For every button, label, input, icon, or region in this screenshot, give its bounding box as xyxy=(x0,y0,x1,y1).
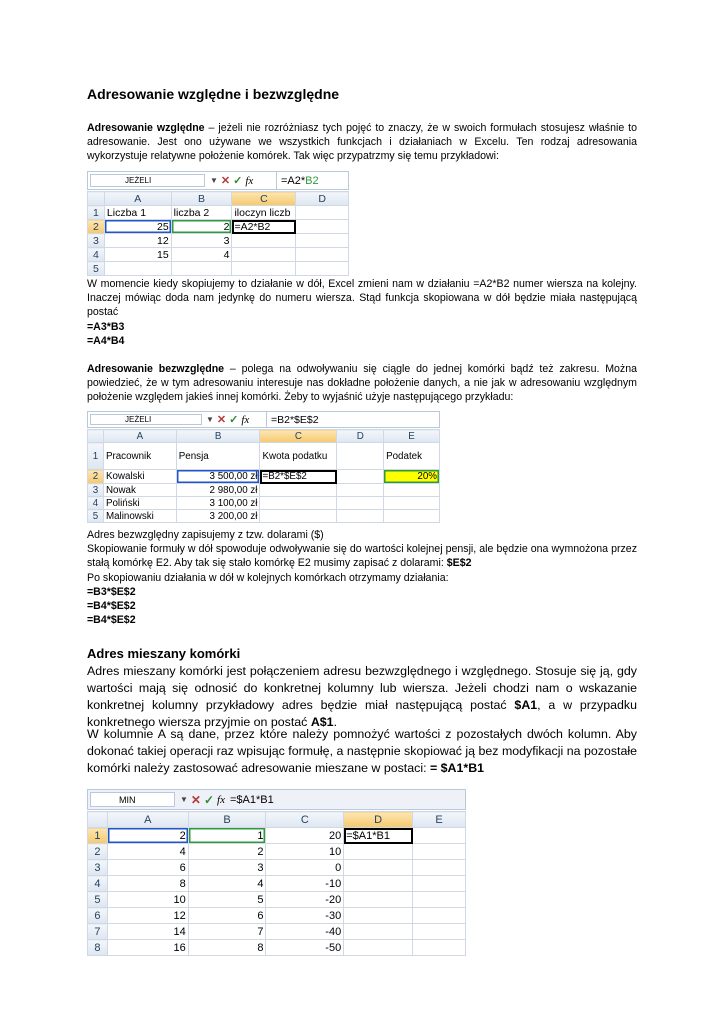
cell[interactable] xyxy=(337,510,384,523)
cell[interactable]: -40 xyxy=(266,924,344,940)
row-header[interactable]: 5 xyxy=(88,262,105,276)
formula-example: =B4*$E$2 xyxy=(87,614,136,626)
row-header[interactable]: 4 xyxy=(88,248,105,262)
cell[interactable] xyxy=(413,908,466,924)
active-cell[interactable]: =B2*$E$2 xyxy=(260,470,337,484)
table-row xyxy=(88,510,440,523)
spreadsheet-grid xyxy=(87,191,349,276)
name-box-value: MIN xyxy=(119,794,136,805)
absolute-copy-text: Skopiowanie formuły w dół spowoduje odwoływanie się do wartości kolejnej pensji, ale będzie ona wymnożona przez stałą komórkę E2. Aby tak się stało komórkę E2 musimy zapisać z dolarami: xyxy=(87,543,637,570)
row-header[interactable]: 1 xyxy=(88,828,108,844)
row-header[interactable]: 1 xyxy=(88,443,104,470)
cell[interactable]: 20 xyxy=(266,828,344,844)
cell[interactable]: 3 100,00 zł xyxy=(176,497,260,510)
formula-input[interactable] xyxy=(226,790,465,809)
column-header[interactable]: C xyxy=(232,192,296,206)
cell[interactable] xyxy=(413,892,466,908)
cell[interactable]: 10 xyxy=(266,844,344,860)
formula-input[interactable] xyxy=(266,412,439,427)
table-row xyxy=(88,262,349,276)
cell[interactable] xyxy=(104,262,171,276)
page-title: Adresowanie względne i bezwzględne xyxy=(87,86,340,102)
formula-bar xyxy=(87,171,349,190)
row-header[interactable]: 8 xyxy=(88,940,108,956)
cell[interactable] xyxy=(413,844,466,860)
cell[interactable]: -30 xyxy=(266,908,344,924)
cell[interactable]: 7 xyxy=(188,924,266,940)
absolute-result-intro: Po skopiowaniu działania w dół w kolejnych komórkach otrzymamy działania: xyxy=(87,572,449,584)
cell[interactable] xyxy=(413,876,466,892)
function-icon[interactable]: fx xyxy=(241,413,250,426)
table-row xyxy=(88,443,440,470)
cell[interactable]: 1 xyxy=(188,828,266,844)
column-header[interactable]: B xyxy=(176,430,260,443)
formula-example: =B3*$E$2 xyxy=(87,586,136,598)
cell[interactable]: 0 xyxy=(266,860,344,876)
cell[interactable]: 10 xyxy=(107,892,188,908)
cancel-icon[interactable]: ✕ xyxy=(220,175,231,187)
column-header[interactable]: E xyxy=(384,430,440,443)
cell[interactable] xyxy=(344,908,413,924)
row-header[interactable]: 2 xyxy=(88,844,108,860)
cell[interactable]: Kwota podatku xyxy=(260,443,337,470)
table-row xyxy=(88,892,466,908)
row-header[interactable]: 3 xyxy=(88,484,104,497)
cell[interactable]: 2 xyxy=(188,844,266,860)
spreadsheet-grid xyxy=(87,429,440,523)
active-cell[interactable]: =A2*B2 xyxy=(232,220,296,234)
cell[interactable] xyxy=(384,510,440,523)
table-row xyxy=(88,924,466,940)
column-header[interactable]: E xyxy=(413,812,466,828)
cell[interactable]: 2 980,00 zł xyxy=(176,484,260,497)
column-header-row xyxy=(88,812,466,828)
cell[interactable]: Poliński xyxy=(103,497,176,510)
cell[interactable]: 20% xyxy=(384,470,440,484)
mixed-text: Adres mieszany komórki jest połączeniem adresu bezwzględnego i względnego. Stosuje się ją, gdy wartości mają się odnosić do konkretnej kolumny lub wiersza. Jeżeli chodzi nam o wskazanie konkretnej kolumny przykładowy adres będzie miał następującą postać xyxy=(87,664,637,712)
mixed-text: , a w przypadku konkretnego wiersza przyjmie on postać xyxy=(87,698,637,729)
cell[interactable] xyxy=(296,206,349,220)
cell[interactable] xyxy=(337,484,384,497)
cell[interactable]: -50 xyxy=(266,940,344,956)
confirm-icon[interactable]: ✓ xyxy=(233,175,243,187)
cell[interactable]: 25 xyxy=(104,220,171,234)
cell[interactable]: Pracownik xyxy=(103,443,176,470)
cell[interactable]: Liczba 1 xyxy=(104,206,171,220)
cell[interactable] xyxy=(344,860,413,876)
cell[interactable] xyxy=(384,497,440,510)
cell[interactable] xyxy=(171,262,232,276)
table-row xyxy=(88,234,349,248)
column-header[interactable]: D xyxy=(296,192,349,206)
cell[interactable]: 4 xyxy=(107,844,188,860)
cell[interactable] xyxy=(296,234,349,248)
cell[interactable] xyxy=(344,924,413,940)
cell[interactable]: -10 xyxy=(266,876,344,892)
column-header[interactable]: A xyxy=(107,812,188,828)
formula-bar-icons xyxy=(180,790,225,809)
formula-example: =A4*B4 xyxy=(87,335,125,347)
excel-absolute-example xyxy=(87,411,440,524)
row-header[interactable]: 5 xyxy=(88,892,108,908)
cell[interactable]: 12 xyxy=(107,908,188,924)
table-row xyxy=(88,876,466,892)
cell[interactable]: 2 xyxy=(107,828,188,844)
mixed-text: W kolumnie A są dane, przez które należy pomnożyć wartości z pozostałych dwóch kolumn. Aby dokonać takiej operacji raz wpisując formułę, a następnie skopiować ją bez modyfikacji na pozostałe komórki należy zastosować adresowanie mieszane w postaci: xyxy=(87,727,637,775)
row-header[interactable]: 6 xyxy=(88,908,108,924)
relative-addressing-text: – jeżeli nie rozróżniasz tych pojęć to znaczy, że w swoich formułach stosujesz właśnie to adresowanie. Jest ono używane we wszystkich funkcjach i działaniach w Excelu. Ten rodzaj adresowania wykorzystuje relatywne położenie komórek. Tak więc przypatrzmy się temu przykładowi: xyxy=(87,122,637,163)
row-header[interactable]: 7 xyxy=(88,924,108,940)
cell[interactable] xyxy=(296,248,349,262)
row-header[interactable]: 4 xyxy=(88,876,108,892)
formula-bar xyxy=(87,789,466,810)
table-row xyxy=(88,220,349,234)
cell[interactable]: Malinowski xyxy=(103,510,176,523)
cell[interactable]: iloczyn liczb xyxy=(232,206,296,220)
absolute-ref-example: $E$2 xyxy=(446,557,472,570)
cell[interactable]: 14 xyxy=(107,924,188,940)
cell[interactable] xyxy=(296,262,349,276)
name-box-value: JEŻELI xyxy=(125,415,152,424)
cell[interactable]: 5 xyxy=(188,892,266,908)
cell[interactable] xyxy=(344,844,413,860)
row-header[interactable]: 2 xyxy=(88,470,104,484)
excel-relative-example xyxy=(87,171,349,274)
name-box-dropdown-icon[interactable]: ▼ xyxy=(180,795,188,804)
cell[interactable] xyxy=(260,510,337,523)
formula-bar-icons xyxy=(210,172,253,189)
name-box[interactable] xyxy=(90,414,202,425)
cell[interactable] xyxy=(413,860,466,876)
absolute-note-line: Adres bezwzględny zapisujemy z tzw. dolarami ($) xyxy=(87,529,324,541)
table-row xyxy=(88,860,466,876)
cell[interactable]: liczba 2 xyxy=(171,206,232,220)
spreadsheet-grid xyxy=(87,811,466,956)
column-header[interactable]: A xyxy=(104,192,171,206)
mixed-example-paragraph xyxy=(87,726,637,777)
row-header[interactable]: 1 xyxy=(88,206,105,220)
cell[interactable] xyxy=(344,892,413,908)
cell[interactable]: 16 xyxy=(107,940,188,956)
cell[interactable]: 12 xyxy=(104,234,171,248)
row-header[interactable]: 2 xyxy=(88,220,105,234)
cell[interactable]: -20 xyxy=(266,892,344,908)
absolute-addressing-text: – polega na odwoływaniu się ciągle do jednej komórki bądź też zakresu. Można powiedzieć, że w tym adresowaniu interesuje nas dokładne położenie danych, a nie jak w adresowaniu względnym położenie względem jakieś innej komórki. Żeby to wyjaśnić użyje następującego przykładu: xyxy=(87,363,638,404)
cell[interactable] xyxy=(344,940,413,956)
row-header[interactable]: 3 xyxy=(88,860,108,876)
table-row xyxy=(88,844,466,860)
table-row xyxy=(88,470,440,484)
mixed-address-heading: Adres mieszany komórki xyxy=(87,646,241,661)
absolute-copy-paragraph xyxy=(87,542,637,570)
column-header[interactable]: C xyxy=(266,812,344,828)
cell[interactable] xyxy=(232,262,296,276)
name-box-dropdown-icon[interactable]: ▼ xyxy=(210,176,218,185)
cell[interactable]: 3 xyxy=(188,860,266,876)
select-all-corner[interactable] xyxy=(88,192,105,206)
cell[interactable] xyxy=(413,940,466,956)
cell[interactable] xyxy=(344,876,413,892)
cell[interactable]: 2 xyxy=(171,220,232,234)
table-row xyxy=(88,497,440,510)
cell[interactable] xyxy=(337,470,384,484)
column-header[interactable]: B xyxy=(188,812,266,828)
row-header[interactable]: 3 xyxy=(88,234,105,248)
cell[interactable]: Pensja xyxy=(176,443,260,470)
absolute-addressing-term: Adresowanie bezwzględne xyxy=(87,363,225,375)
table-row xyxy=(88,248,349,262)
confirm-icon[interactable]: ✓ xyxy=(229,414,239,426)
column-header[interactable]: D xyxy=(337,430,384,443)
table-row xyxy=(88,206,349,220)
cell[interactable] xyxy=(296,220,349,234)
cell[interactable] xyxy=(337,497,384,510)
row-header[interactable]: 4 xyxy=(88,497,104,510)
column-header[interactable]: A xyxy=(103,430,176,443)
cell[interactable] xyxy=(232,248,296,262)
relative-copy-paragraph: W momencie kiedy skopiujemy to działanie w dół, Excel zmieni nam w działaniu =A2*B2 numer wiersza na kolejny. Inaczej mówiąc doda nam jedynkę do numeru wiersza. Stąd funkcja skopiowana w dół będzie miała następującą postać xyxy=(87,278,637,319)
cell[interactable]: 4 xyxy=(188,876,266,892)
cell[interactable]: 3 200,00 zł xyxy=(176,510,260,523)
formula-bar-icons xyxy=(206,412,249,427)
active-cell[interactable]: =$A1*B1 xyxy=(344,828,413,844)
relative-addressing-paragraph xyxy=(87,121,637,164)
column-header-row xyxy=(88,192,349,206)
cell[interactable]: Podatek xyxy=(384,443,440,470)
table-row xyxy=(88,940,466,956)
cell[interactable]: 6 xyxy=(188,908,266,924)
cancel-icon[interactable]: ✕ xyxy=(190,792,201,807)
mixed-text: . xyxy=(333,715,338,729)
name-box[interactable] xyxy=(90,792,175,807)
excel-mixed-example xyxy=(87,789,466,956)
select-all-corner[interactable] xyxy=(88,430,104,443)
cell[interactable]: 15 xyxy=(104,248,171,262)
name-box-value: JEŻELI xyxy=(125,176,152,185)
formula-input[interactable] xyxy=(276,172,348,189)
function-icon[interactable]: fx xyxy=(217,793,225,806)
table-row xyxy=(88,828,466,844)
mixed-col-example: $A1 xyxy=(514,698,538,712)
cell[interactable]: 3 xyxy=(171,234,232,248)
formula-prefix: =A2* xyxy=(281,174,306,187)
cell[interactable] xyxy=(413,828,466,844)
relative-addressing-term: Adresowanie względne xyxy=(87,122,205,134)
cell[interactable]: 8 xyxy=(188,940,266,956)
column-header[interactable]: D xyxy=(344,812,413,828)
cell[interactable] xyxy=(232,234,296,248)
absolute-addressing-paragraph xyxy=(87,362,637,405)
cell[interactable]: Kowalski xyxy=(103,470,176,484)
cell[interactable] xyxy=(337,443,384,470)
cell[interactable] xyxy=(384,484,440,497)
cell[interactable]: Nowak xyxy=(103,484,176,497)
name-box-dropdown-icon[interactable]: ▼ xyxy=(206,415,214,424)
mixed-formula-example: = $A1*B1 xyxy=(429,761,485,775)
cell[interactable] xyxy=(260,497,337,510)
column-header[interactable]: C xyxy=(260,430,337,443)
name-box[interactable] xyxy=(90,174,205,187)
cell[interactable]: 6 xyxy=(107,860,188,876)
formula-text: =B2*$E$2 xyxy=(271,413,319,426)
cell[interactable] xyxy=(413,924,466,940)
formula-ref: B2 xyxy=(305,174,319,187)
mixed-address-paragraph xyxy=(87,663,637,731)
formula-bar xyxy=(87,411,440,428)
formula-text: =$A1*B1 xyxy=(230,793,274,806)
formula-example: =B4*$E$2 xyxy=(87,600,136,612)
function-icon[interactable]: fx xyxy=(245,174,254,187)
column-header[interactable]: B xyxy=(171,192,232,206)
formula-example: =A3*B3 xyxy=(87,321,125,333)
table-row xyxy=(88,484,440,497)
table-row xyxy=(88,908,466,924)
cell[interactable]: 3 500,00 zł xyxy=(176,470,260,484)
select-all-corner[interactable] xyxy=(88,812,108,828)
column-header-row xyxy=(88,430,440,443)
row-header[interactable]: 5 xyxy=(88,510,104,523)
cancel-icon[interactable]: ✕ xyxy=(216,414,227,426)
cell[interactable]: 4 xyxy=(171,248,232,262)
confirm-icon[interactable]: ✓ xyxy=(203,792,215,807)
cell[interactable]: 8 xyxy=(107,876,188,892)
mixed-row-example: A$1 xyxy=(310,715,334,729)
cell[interactable] xyxy=(260,484,337,497)
